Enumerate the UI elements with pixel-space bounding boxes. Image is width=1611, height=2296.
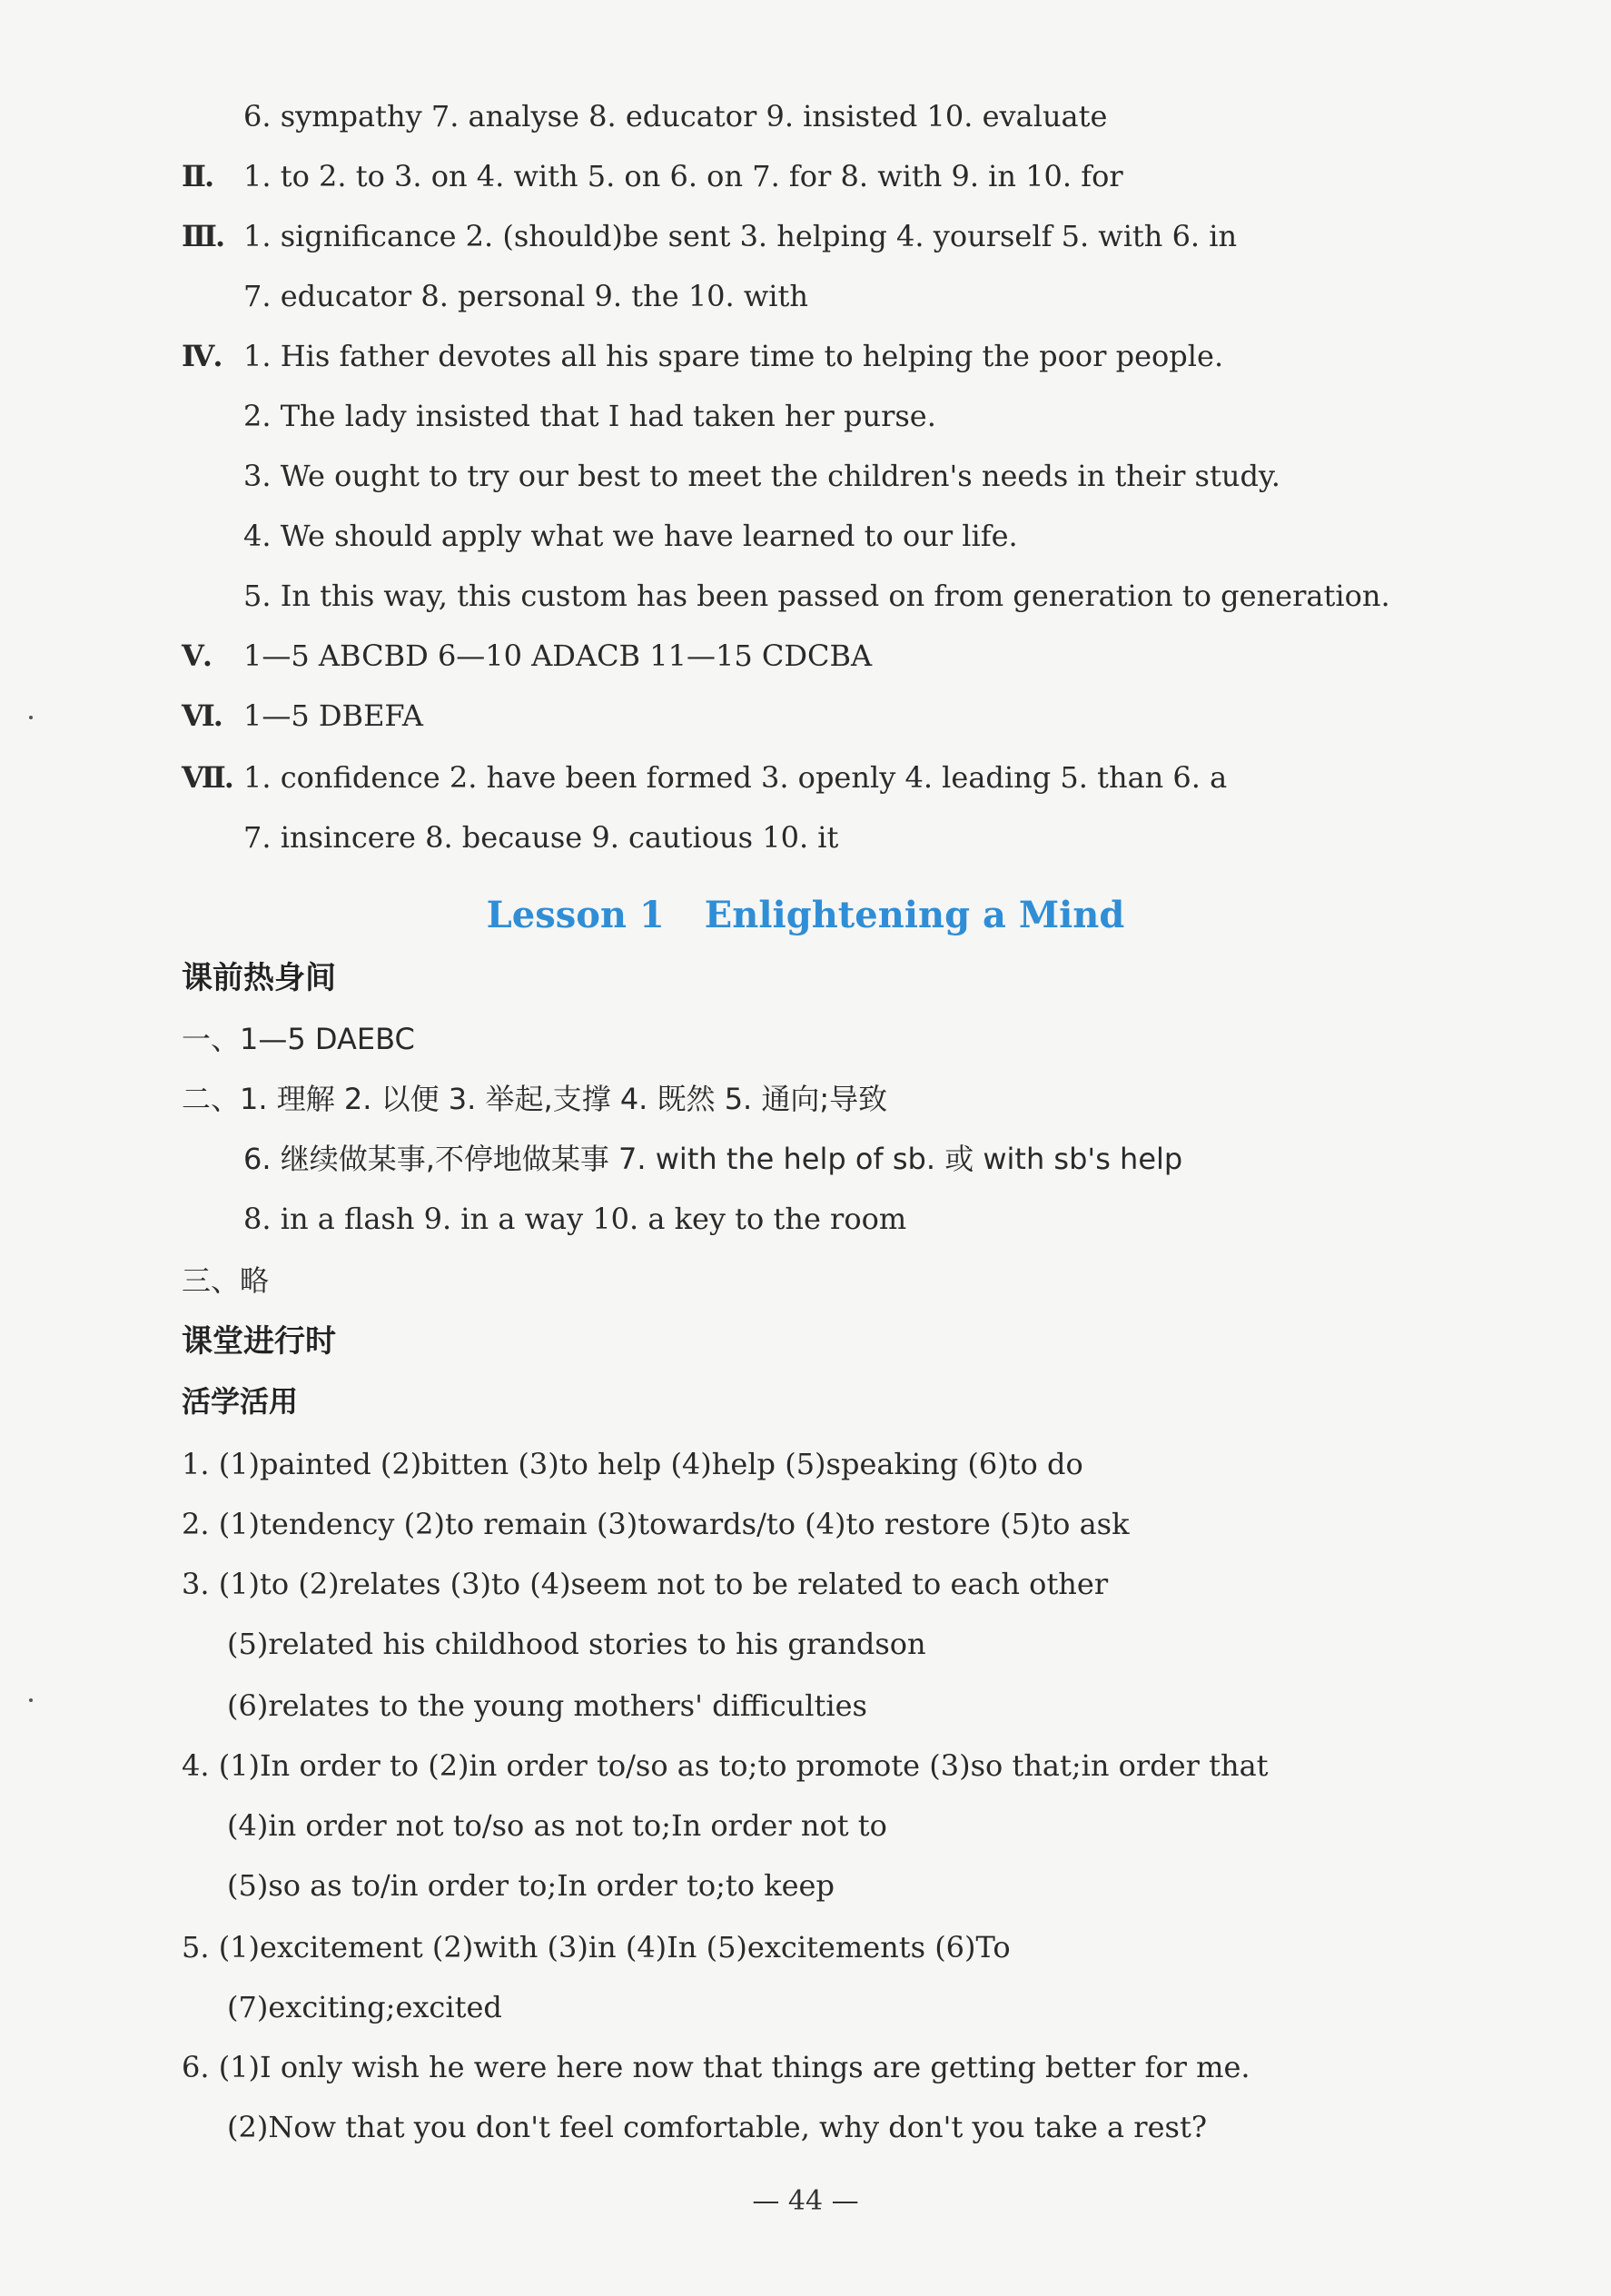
roman-numeral: Ⅶ. (182, 760, 232, 795)
roman-numeral: Ⅵ. (182, 698, 222, 733)
answer-line: 1. (1)painted (2)bitten (3)to help (4)help (5)speaking (6)to do (182, 1447, 1083, 1481)
answer-line: 5. In this way, this custom has been passed on from generation to generation. (243, 579, 1390, 613)
lesson-number: Lesson 1 (486, 894, 665, 936)
answer-line: 4. We should apply what we have learned to our life. (243, 519, 1018, 553)
roman-numeral: Ⅴ. (182, 638, 211, 673)
answer-line: (7)exciting;excited (227, 1990, 502, 2024)
lesson-heading (0, 894, 1611, 937)
roman-numeral: Ⅳ. (182, 339, 222, 373)
scan-speck (29, 716, 33, 719)
answer-line: 三、略 (182, 1263, 270, 1298)
answer-line: 8. in a flash 9. in a way 10. a key to the room (243, 1202, 907, 1236)
answer-line: Ⅶ. 1. confidence 2. have been formed 3. openly 4. leading 5. than 6. a (182, 760, 1228, 795)
answer-line: Ⅱ. 1. to 2. to 3. on 4. with 5. on 6. on 7. for 8. with 9. in 10. for (182, 159, 1123, 193)
answer-line: Ⅴ. 1—5 ABCBD 6—10 ADACB 11—15 CDCBA (182, 638, 873, 673)
answer-line: 二、1. 理解 2. 以便 3. 举起,支撑 4. 既然 5. 通向;导致 (182, 1082, 888, 1116)
section-title-practice: 活学活用 (182, 1384, 299, 1419)
answer-line: 2. The lady insisted that I had taken her purse. (243, 399, 936, 433)
answer-line: 6. (1)I only wish he were here now that things are getting better for me. (182, 2050, 1250, 2084)
answer-line: 7. educator 8. personal 9. the 10. with (243, 279, 808, 313)
answer-line: Ⅵ. 1—5 DBEFA (182, 698, 423, 733)
section-title-warmup: 课前热身间 (182, 960, 336, 996)
answer-line: 6. sympathy 7. analyse 8. educator 9. insisted 10. evaluate (243, 99, 1108, 134)
answer-line: 3. (1)to (2)relates (3)to (4)seem not to be related to each other (182, 1567, 1109, 1601)
scan-speck (29, 1698, 33, 1702)
page-number: — 44 — (752, 2185, 859, 2217)
answer-line: Ⅲ. 1. significance 2. (should)be sent 3. helping 4. yourself 5. with 6. in (182, 219, 1238, 253)
answer-line: 4. (1)In order to (2)in order to/so as to;to promote (3)so that;in order that (182, 1748, 1269, 1783)
roman-numeral: Ⅱ. (182, 159, 213, 193)
answer-line: (2)Now that you don't feel comfortable, why don't you take a rest? (227, 2110, 1207, 2144)
answer-line: 7. insincere 8. because 9. cautious 10. it (243, 820, 839, 855)
roman-numeral: Ⅲ. (182, 219, 224, 253)
answer-line: 3. We ought to try our best to meet the children's needs in their study. (243, 459, 1280, 493)
answer-line: (4)in order not to/so as not to;In order not to (227, 1808, 887, 1843)
answer-line: 6. 继续做某事,不停地做某事 7. with the help of sb. 或 with sb's help (243, 1142, 1183, 1176)
section-title-inclass: 课堂进行时 (182, 1323, 336, 1360)
answer-line: 2. (1)tendency (2)to remain (3)towards/to (4)to restore (5)to ask (182, 1507, 1130, 1541)
answer-line: Ⅳ. 1. His father devotes all his spare time to helping the poor people. (182, 339, 1224, 373)
answer-line: (5)so as to/in order to;In order to;to keep (227, 1868, 835, 1903)
answer-line: 5. (1)excitement (2)with (3)in (4)In (5)excitements (6)To (182, 1930, 1011, 1964)
lesson-name: Enlightening a Mind (704, 894, 1125, 936)
answer-line: (6)relates to the young mothers' difficulties (227, 1688, 867, 1723)
answer-line: 一、1—5 DAEBC (182, 1022, 415, 1056)
answer-line: (5)related his childhood stories to his grandson (227, 1627, 926, 1661)
